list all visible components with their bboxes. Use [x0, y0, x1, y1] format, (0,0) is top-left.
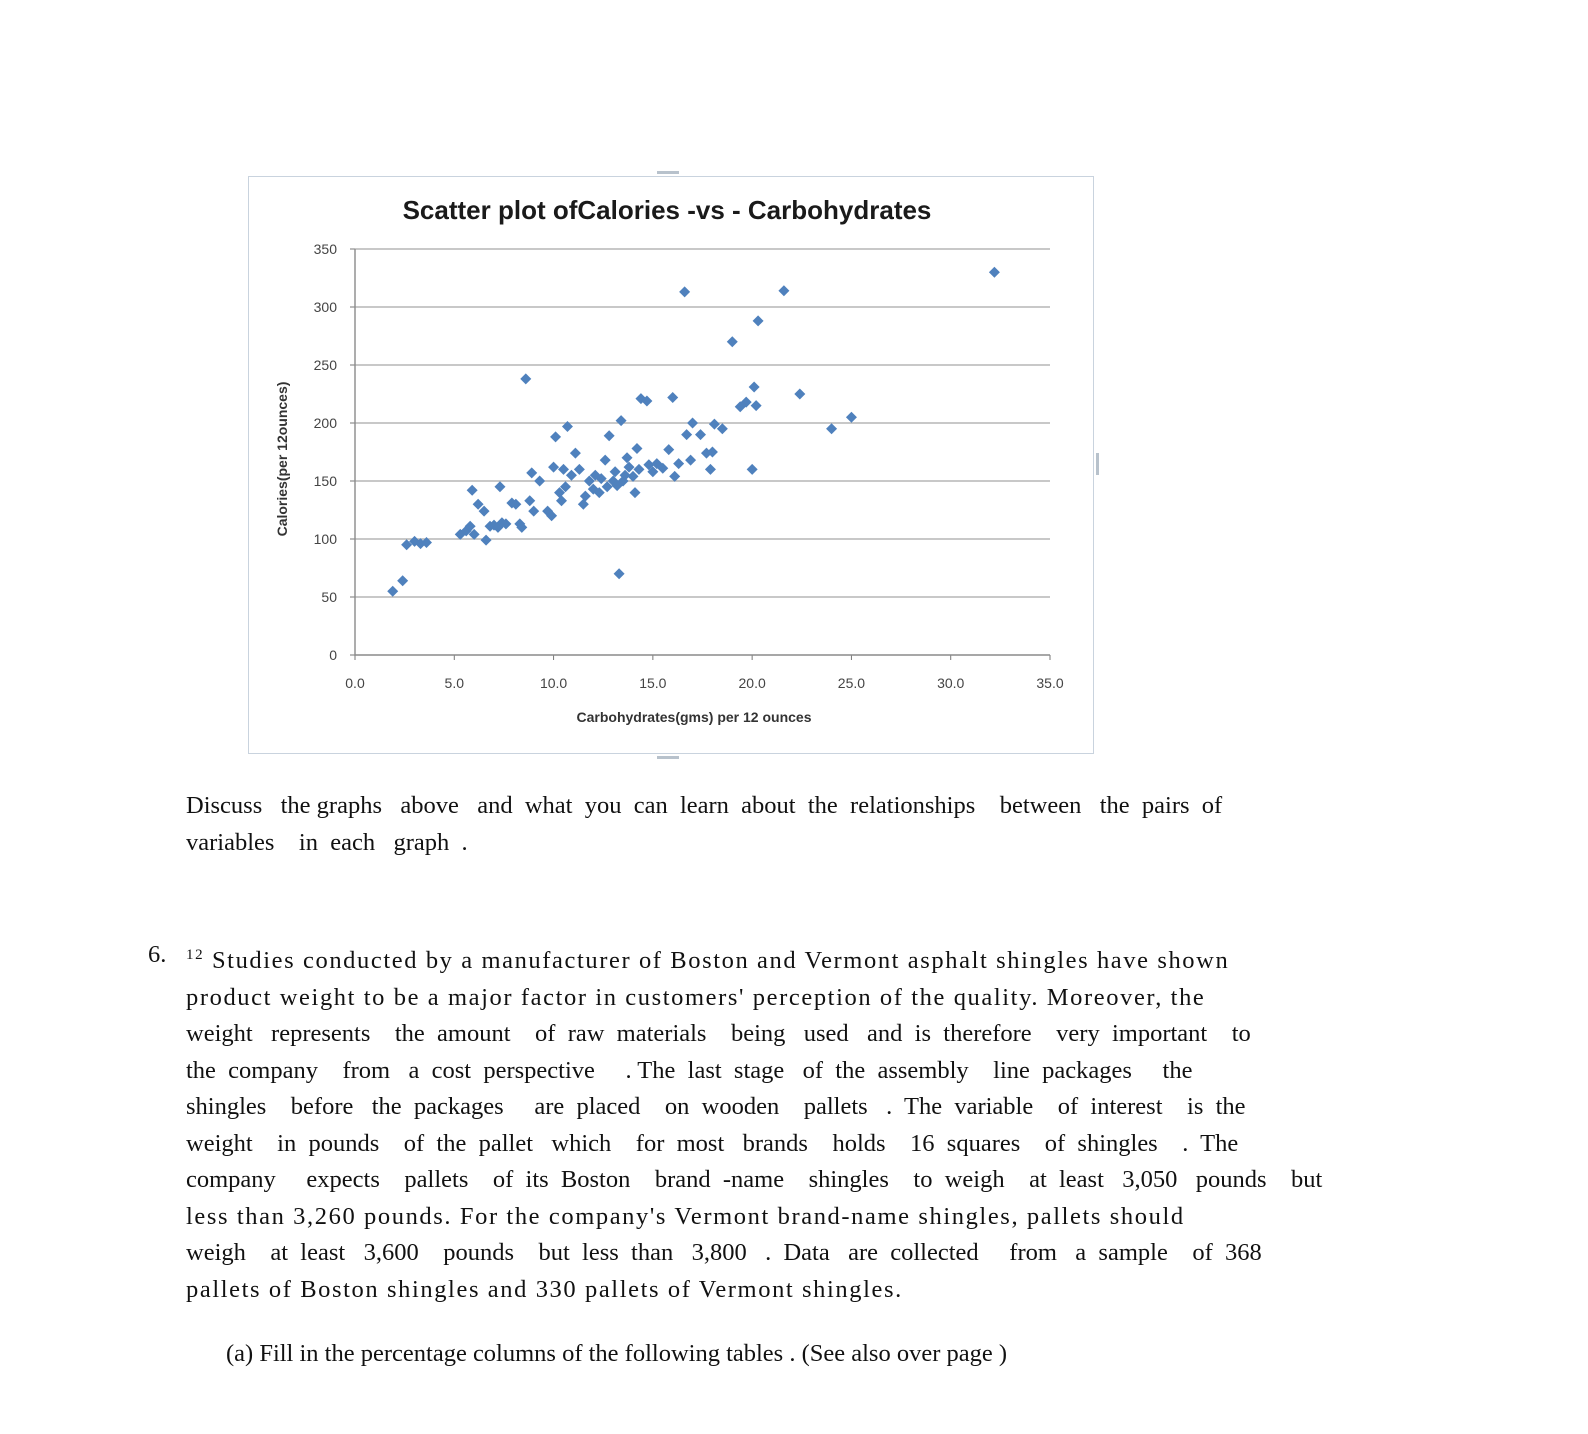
discussion-line-2: variables in each graph .: [186, 828, 468, 856]
discussion-line-1: Discuss the graphs above and what you can learn about the relationships between the pairs of: [186, 792, 1223, 819]
data-point: [558, 464, 569, 475]
y-tick-label: 300: [313, 299, 337, 315]
data-point: [610, 466, 621, 477]
data-point: [687, 418, 698, 429]
y-tick-label: 150: [313, 473, 337, 489]
question-6-body: [186, 937, 1356, 1308]
y-tick-label: 0: [329, 647, 337, 663]
data-point: [528, 506, 539, 517]
data-point: [556, 495, 567, 506]
x-tick-label: 30.0: [937, 675, 965, 691]
y-tick-label: 250: [313, 357, 337, 373]
data-point: [622, 452, 633, 463]
question-line-1-text: Studies conducted by a manufacturer of Boston and Vermont asphalt shingles have shown: [211, 947, 1230, 974]
data-point: [604, 430, 615, 441]
question-line-1: [186, 937, 1356, 980]
x-tick-labels: [345, 675, 1064, 691]
data-point: [989, 267, 1000, 278]
question-line-9: weigh at least 3,600 pounds but less than 3,800 . Data are collected from a sample of 368: [186, 1239, 1262, 1266]
y-tick-label: 100: [313, 531, 337, 547]
question-line-2: product weight to be a major factor in customers' perception of the quality. Moreover, the: [186, 983, 1206, 1011]
data-point: [663, 444, 674, 455]
data-point: [397, 575, 408, 586]
discussion-prompt: [186, 788, 1222, 861]
resize-handle-right[interactable]: [1096, 453, 1099, 475]
data-point: [481, 535, 492, 546]
question-number: 6.: [148, 941, 167, 968]
y-tick-label: 200: [313, 415, 337, 431]
data-point: [566, 470, 577, 481]
data-point: [749, 382, 760, 393]
data-point: [616, 415, 627, 426]
x-tick-label: 35.0: [1036, 675, 1064, 691]
data-point: [574, 464, 585, 475]
data-point: [667, 392, 678, 403]
data-point: [753, 315, 764, 326]
data-point: [580, 491, 591, 502]
data-point: [550, 431, 561, 442]
data-point: [526, 467, 537, 478]
grid-lines: [355, 249, 1050, 597]
x-tick-label: 25.0: [837, 675, 866, 691]
y-tick-labels: [314, 241, 338, 663]
data-point: [747, 464, 758, 475]
data-point: [669, 471, 680, 482]
x-tick-label: 20.0: [738, 675, 766, 691]
data-point: [846, 412, 857, 423]
data-point: [673, 458, 684, 469]
data-point: [826, 423, 837, 434]
data-point: [631, 443, 642, 454]
question-line-5: shingles before the packages are placed on wooden pallets . The variable of interest is the: [186, 1093, 1246, 1120]
data-point: [534, 476, 545, 487]
data-point: [614, 568, 625, 579]
x-tick-label: 5.0: [444, 675, 465, 691]
data-point: [387, 586, 398, 597]
data-point: [751, 400, 762, 411]
scatter-chart: [249, 177, 1095, 755]
question-line-10: pallets of Boston shingles and 330 pallets of Vermont shingles.: [186, 1275, 903, 1303]
chart-frame: [248, 176, 1094, 754]
resize-handle-top[interactable]: [657, 171, 679, 174]
data-point: [570, 448, 581, 459]
footnote-marker: 12: [186, 947, 205, 963]
axes: [350, 249, 1050, 660]
data-point: [600, 455, 611, 466]
data-point: [467, 485, 478, 496]
data-point: [695, 429, 706, 440]
data-point: [520, 373, 531, 384]
x-tick-label: 15.0: [639, 675, 667, 691]
question-line-3: weight represents the amount of raw materials being used and is therefore very important to: [186, 1020, 1251, 1047]
question-line-7: company expects pallets of its Boston brand -name shingles to weigh at least 3,050 pounds but: [186, 1166, 1323, 1193]
data-point: [794, 389, 805, 400]
data-point: [629, 487, 640, 498]
question-line-6: weight in pounds of the pallet which for most brands holds 16 squares of shingles . The: [186, 1129, 1239, 1157]
data-point: [727, 336, 738, 347]
data-point: [705, 464, 716, 475]
data-point: [778, 285, 789, 296]
data-point: [578, 499, 589, 510]
x-tick-label: 0.0: [345, 675, 365, 691]
data-point: [679, 286, 690, 297]
y-axis-label: Calories(per 12ounces): [274, 381, 290, 537]
data-point: [681, 429, 692, 440]
y-tick-label: 50: [321, 589, 337, 605]
part-a-instruction: (a) Fill in the percentage columns of the following tables . (See also over page ): [226, 1340, 1008, 1367]
data-point: [494, 481, 505, 492]
question-line-8: less than 3,260 pounds. For the company's Vermont brand-name shingles, pallets should: [186, 1202, 1185, 1230]
y-tick-label: 350: [313, 241, 337, 257]
data-point: [524, 495, 535, 506]
question-line-4: the company from a cost perspective . The last stage of the assembly line packages the: [186, 1056, 1193, 1084]
x-tick-label: 10.0: [539, 675, 568, 691]
data-point: [685, 455, 696, 466]
resize-handle-bottom[interactable]: [657, 756, 679, 759]
data-points: [387, 267, 1000, 597]
data-point: [548, 462, 559, 473]
x-axis-label: Carbohydrates(gms) per 12 ounces: [576, 709, 812, 725]
chart-title: Scatter plot ofCalories -vs - Carbohydrates: [402, 195, 932, 225]
